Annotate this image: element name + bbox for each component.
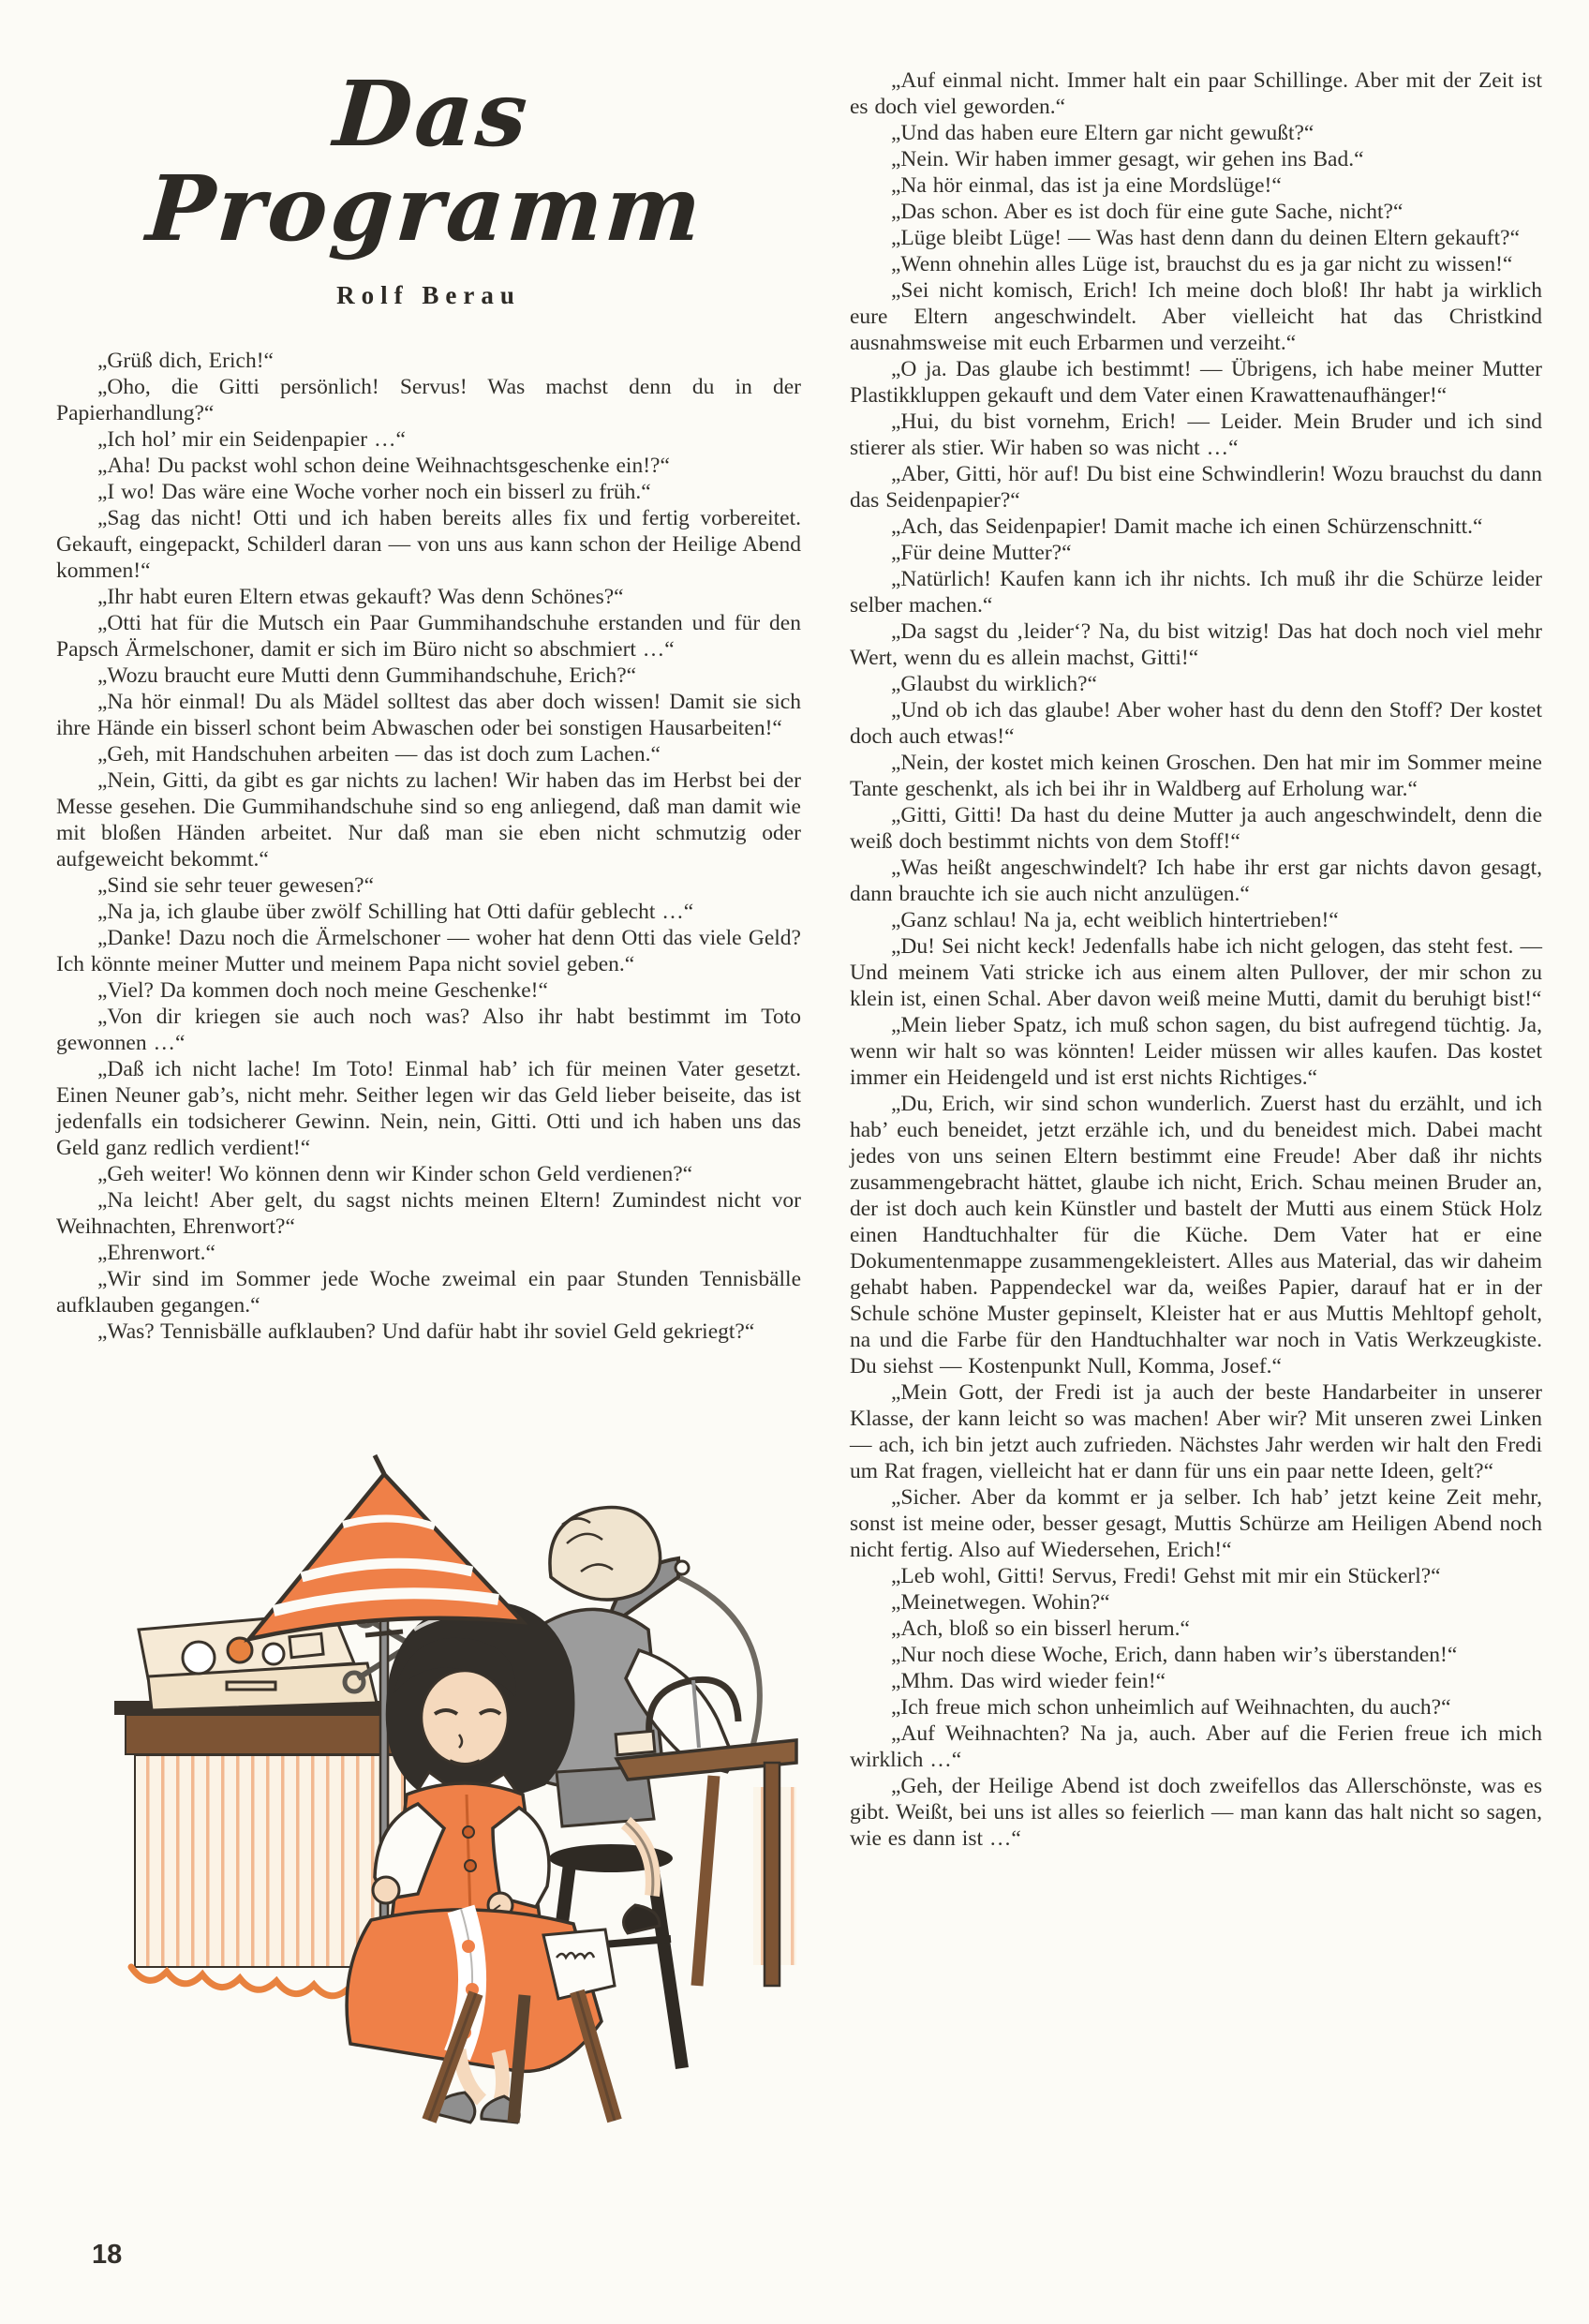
page-number: 18 — [92, 2240, 123, 2270]
right-column-text — [850, 67, 1542, 1852]
paragraph: „Was? Tennisbälle aufklauben? Und dafür habt ihr soviel Geld gekriegt?“ — [97, 1318, 755, 1344]
paragraph: „Das schon. Aber es ist doch für eine gute Sache, nicht?“ — [891, 200, 1403, 224]
paragraph: „Na ja, ich glaube über zwölf Schilling hat Otti dafür geblecht …“ — [97, 899, 694, 924]
paragraph: „Wir sind im Sommer jede Woche zweimal ein paar Stunden Tennisbälle aufklauben gegangen.“ — [56, 1266, 801, 1318]
paragraph: „Auf einmal nicht. Immer halt ein paar Schillinge. Aber mit der Zeit ist es doch viel geworden.“ — [850, 68, 1542, 119]
paragraph: „Sind sie sehr teuer gewesen?“ — [97, 872, 375, 898]
paragraph: „Ach, bloß so ein bisserl herum.“ — [891, 1616, 1190, 1641]
paragraph: „Nein. Wir haben immer gesagt, wir gehen ins Bad.“ — [891, 147, 1364, 171]
paragraph: „Was heißt angeschwindelt? Ich habe ihr erst gar nichts davon gesagt, dann brauchte ich sie auch nicht anzulügen.“ — [850, 856, 1542, 906]
paragraph: „O ja. Das glaube ich bestimmt! — Übrigens, ich habe meiner Mutter Plastikkluppen gekauft und dem Vater einen Krawattenaufhänger!“ — [850, 357, 1542, 408]
paragraph: „Mein Gott, der Fredi ist ja auch der beste Handarbeiter in unserer Klasse, der kann leicht so was machen! Aber wir? Mit unseren zwei Linken — ach, ich bin jetzt auch zufrieden. Nächstes Jahr werden wir halt den Fredi um Rat fragen, vielleicht hat er dann für uns ein paar nette Ideen, gelt?“ — [850, 1380, 1542, 1483]
paragraph: „Ach, das Seidenpapier! Damit mache ich einen Schürzenschnitt.“ — [891, 514, 1483, 539]
paragraph: „Nur noch diese Woche, Erich, dann haben wir’s überstanden!“ — [891, 1643, 1458, 1667]
paragraph: „Leb wohl, Gitti! Servus, Fredi! Gehst mit mir ein Stückerl?“ — [891, 1564, 1441, 1588]
paragraph: „Lüge bleibt Lüge! — Was hast denn dann du deinen Eltern gekauft?“ — [891, 226, 1521, 250]
paragraph: „Grüß dich, Erich!“ — [97, 348, 274, 373]
paragraph: „Ehrenwort.“ — [97, 1240, 215, 1265]
paragraph: „Daß ich nicht lache! Im Toto! Einmal hab’ ich für meinen Vater gesetzt. Einen Neuner gab’s, nicht mehr. Seither legen wir das Geld lieber beiseite, das ist jedenfalls ein todsicherer Gewinn. Nein, nein, Gitti. Otti und ich haben uns das Geld ganz redlich verdient!“ — [56, 1056, 801, 1160]
paragraph: „Na hör einmal! Du als Mädel solltest das aber doch wissen! Damit sie sich ihre Hände ein bisserl schont beim Abwaschen oder bei sonstigen Hausarbeiten!“ — [56, 689, 801, 740]
paragraph: „Aha! Du packst wohl schon deine Weihnachtsgeschenke ein!?“ — [97, 453, 670, 478]
paragraph: „Nein, Gitti, da gibt es gar nichts zu lachen! Wir haben das im Herbst bei der Messe gesehen. Die Gummihandschuhe sind so eng anliegend, daß man damit wie mit bloßen Händen arbeitet. Nur daß man sie eben nicht schmutzig oder aufgeweicht bekommt.“ — [56, 767, 801, 872]
paragraph: „Geh, mit Handschuhen arbeiten — das ist doch zum Lachen.“ — [97, 741, 661, 767]
story-header — [56, 61, 801, 310]
paragraph: „I wo! Das wäre eine Woche vorher noch ein bisserl zu früh.“ — [97, 479, 651, 504]
left-column-text — [56, 348, 801, 1345]
lamp-shade — [249, 1455, 523, 1639]
paragraph: „Mhm. Das wird wieder fein!“ — [891, 1669, 1166, 1693]
two-column-layout — [56, 54, 1542, 2131]
story-illustration — [56, 1384, 801, 2131]
paragraph: „Danke! Dazu noch die Ärmelschoner — woher hat denn Otti das viele Geld? Ich könnte meiner Mutter und meinem Papa nicht soviel geben.“ — [56, 925, 801, 976]
paragraph: „Du! Sei nicht keck! Jedenfalls habe ich nicht gelogen, das steht fest. — Und meinem Vati stricke ich aus einem alten Pullover, der mir schon zu klein ist, einen Schal. Aber davon weiß meine Mutti, damit du beruhigt bist!“ — [850, 934, 1542, 1011]
page-title: Das Programm — [143, 61, 707, 261]
paragraph: „Geh, der Heilige Abend ist doch zweifellos das Allerschönste, was es gibt. Weißt, bei uns ist alles so feierlich — man kann das halt nicht so sagen, wie es dann ist …“ — [850, 1774, 1542, 1851]
illustration-drawing — [56, 1384, 801, 2126]
paragraph: „Geh weiter! Wo können denn wir Kinder schon Geld verdienen?“ — [97, 1161, 693, 1186]
paragraph: „Du, Erich, wir sind schon wunderlich. Zuerst hast du erzählt, und ich hab’ euch beneidet, jetzt erzähle ich, und du beneidest mich. Dabei macht jedes von uns seinen Eltern bestimmt eine Freude! Aber daß ihr nichts zusammengebracht hättet, glaube ich nicht, Erich. Schau meinen Bruder an, der ist doch auch kein Künstler und bastelt der Mutti aus einem Stück Holz einen Handtuchhalter für die Küche. Dem Vater hat er eine Dokumentenmappe zusammengekleistert. Alles aus Material, das wir daheim gehabt haben. Pappendeckel war da, weißes Papier, darauf hat er in der Schule schöne Muster gepinselt, Kleister hat er aus Muttis Mehltopf geholt, na und die Farbe für den Handtuchhalter war noch in Vatis Werkzeugkiste. Du siehst — Kostenpunkt Null, Komma, Josef.“ — [850, 1092, 1542, 1378]
paragraph: „Gitti, Gitti! Da hast du deine Mutter ja auch angeschwindelt, denn die weiß doch bestimmt nichts von dem Stoff!“ — [850, 803, 1542, 854]
paragraph: „Aber, Gitti, hör auf! Du bist eine Schwindlerin! Wozu brauchst du dann das Seidenpapier?“ — [850, 462, 1542, 513]
paragraph: „Von dir kriegen sie auch noch was? Also ihr habt bestimmt im Toto gewonnen …“ — [56, 1004, 801, 1055]
paragraph: „Und das haben eure Eltern gar nicht gewußt?“ — [891, 121, 1314, 145]
paragraph: „Nein, der kostet mich keinen Groschen. Den hat mir im Sommer meine Tante geschenkt, als ich bei ihr in Waldberg auf Erholung war.“ — [850, 751, 1542, 801]
paragraph: „Na hör einmal, das ist ja eine Mordslüge!“ — [891, 173, 1282, 198]
paragraph: „Auf Weihnachten? Na ja, auch. Aber auf die Ferien freue ich mich wirklich …“ — [850, 1721, 1542, 1772]
paragraph: „Ich freue mich schon unheimlich auf Weihnachten, du auch?“ — [891, 1695, 1451, 1720]
paragraph: „Oho, die Gitti persönlich! Servus! Was machst denn du in der Papierhandlung?“ — [56, 374, 801, 425]
paragraph: „Ganz schlau! Na ja, echt weiblich hintertrieben!“ — [891, 908, 1339, 932]
paragraph: „Natürlich! Kaufen kann ich ihr nichts. Ich muß ihr die Schürze leider selber machen.“ — [850, 567, 1542, 618]
paragraph: „Ihr habt euren Eltern etwas gekauft? Was denn Schönes?“ — [97, 584, 624, 609]
paragraph: „Hui, du bist vornehm, Erich! — Leider. Mein Bruder und ich sind stierer als stier. Wir haben so was nicht …“ — [850, 410, 1542, 460]
paragraph: „Wozu braucht eure Mutti denn Gummihandschuhe, Erich?“ — [97, 663, 637, 688]
right-column — [850, 54, 1542, 2131]
story-author: Rolf Berau — [336, 280, 521, 309]
paragraph: „Mein lieber Spatz, ich muß schon sagen, du bist aufregend tüchtig. Ja, wenn wir halt so was könnten! Leider müssen wir alles kaufen. Das kostet immer ein Heidengeld und ist erst nichts Richtiges.“ — [850, 1013, 1542, 1090]
paragraph: „Wenn ohnehin alles Lüge ist, brauchst du es ja gar nicht zu wissen!“ — [891, 252, 1513, 276]
paragraph: „Meinetwegen. Wohin?“ — [891, 1590, 1110, 1615]
paragraph: „Viel? Da kommen doch noch meine Geschenke!“ — [97, 977, 548, 1003]
paragraph: „Na leicht! Aber gelt, du sagst nichts meinen Eltern! Zumindest nicht vor Weihnachten, Ehrenwort?“ — [56, 1187, 801, 1239]
paragraph: „Da sagst du ‚leider‘? Na, du bist witzig! Das hat doch noch viel mehr Wert, wenn du es allein machst, Gitti!“ — [850, 619, 1542, 670]
paragraph: „Ich hol’ mir ein Seidenpapier …“ — [97, 426, 406, 452]
paragraph: „Sicher. Aber da kommt er ja selber. Ich hab’ jetzt keine Zeit mehr, sonst ist meine oder, besser gesagt, Muttis Schürze am Heiligen Abend noch nicht fertig. Also auf Wiedersehen, Erich!“ — [850, 1485, 1542, 1562]
paragraph: „Glaubst du wirklich?“ — [891, 672, 1097, 696]
paragraph: „Otti hat für die Mutsch ein Paar Gummihandschuhe erstanden und für den Papsch Ärmelschoner, damit er sich im Büro nicht so abschmiert …“ — [56, 610, 801, 662]
left-column — [56, 54, 801, 2131]
paragraph: „Für deine Mutter?“ — [891, 541, 1072, 565]
paragraph: „Sei nicht komisch, Erich! Ich meine doch bloß! Ihr habt ja wirklich eure Eltern angeschwindelt. Aber vielleicht hat das Christkind ausnahmsweise mit euch Erbarmen und verzeiht.“ — [850, 278, 1542, 355]
paragraph: „Und ob ich das glaube! Aber woher hast du denn den Stoff? Der kostet doch auch etwas!“ — [850, 698, 1542, 749]
paragraph: „Sag das nicht! Otti und ich haben bereits alles fix und fertig vorbereitet. Gekauft, eingepackt, Schilderl daran — von uns aus kann schon der Heilige Abend kommen!“ — [56, 505, 801, 583]
